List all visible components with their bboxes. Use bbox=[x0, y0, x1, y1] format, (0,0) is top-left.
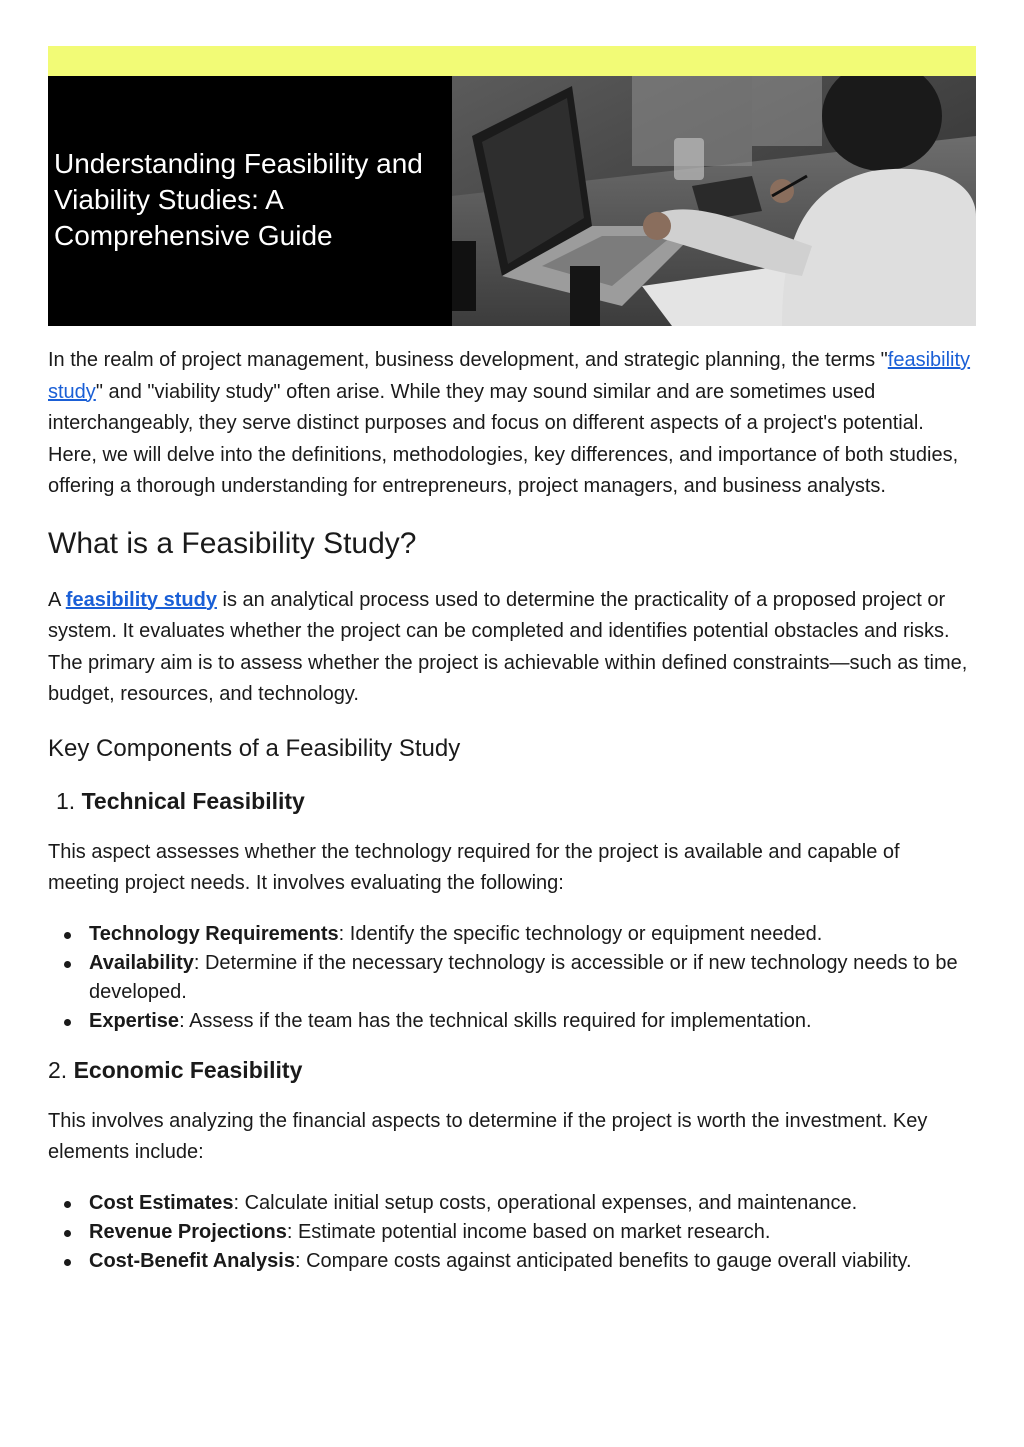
list-item bbox=[89, 1007, 976, 1036]
list-item bbox=[89, 1218, 976, 1247]
page-title: Understanding Feasibility and Viability Studies: A Comprehensive Guide bbox=[54, 148, 423, 251]
technical-feasibility-heading bbox=[48, 785, 976, 817]
definition-text: is an analytical process used to determine the practicality of a proposed project or system. It evaluates whether the project can be completed and identifies potential obstacles and risks. The primary aim is to assess whether the project is achievable within defined constraints—such as time, budget, resources, and technology. bbox=[48, 588, 968, 705]
list-item-text: : Calculate initial setup costs, operational expenses, and maintenance. bbox=[233, 1191, 858, 1214]
technical-paragraph: This aspect assesses whether the technology required for the project is available and capable of meeting project needs. It involves evaluating the following: bbox=[48, 840, 900, 894]
technical-list bbox=[48, 920, 976, 1036]
economic-paragraph: This involves analyzing the financial aspects to determine if the project is worth the investment. Key elements include: bbox=[48, 1109, 928, 1163]
key-components-heading: Key Components of a Feasibility Study bbox=[48, 734, 461, 762]
intro-text-start: In the realm of project management, business development, and strategic planning, the terms " bbox=[48, 349, 888, 371]
intro-paragraph bbox=[48, 345, 976, 503]
list-item bbox=[89, 920, 976, 949]
list-item-text: : Identify the specific technology or equipment needed. bbox=[338, 922, 823, 945]
item-number: 2. bbox=[48, 1056, 68, 1083]
article-body bbox=[48, 345, 976, 1276]
list-item-text: : Assess if the team has the technical skills required for implementation. bbox=[179, 1009, 812, 1032]
item-number: 1. bbox=[56, 787, 76, 814]
hero-title-panel bbox=[48, 76, 452, 326]
list-item-text: : Estimate potential income based on market research. bbox=[286, 1220, 771, 1243]
item-title: Technical Feasibility bbox=[81, 787, 305, 814]
feasibility-study-bold-link[interactable]: feasibility study bbox=[65, 588, 217, 611]
item-title: Economic Feasibility bbox=[73, 1056, 303, 1083]
list-item-term: Revenue Projections bbox=[89, 1220, 287, 1243]
list-item bbox=[89, 1189, 976, 1218]
feasibility-definition-paragraph bbox=[48, 585, 976, 711]
section-heading-feasibility: What is a Feasibility Study? bbox=[48, 526, 417, 560]
list-item bbox=[89, 1247, 976, 1276]
list-item-text: : Determine if the necessary technology is accessible or if new technology needs to be developed. bbox=[89, 951, 958, 1003]
definition-prefix: A bbox=[48, 588, 66, 611]
list-item-term: Availability bbox=[89, 951, 194, 974]
hero-photo bbox=[452, 76, 976, 326]
feasibility-study-link[interactable]: feasibility study bbox=[48, 349, 971, 403]
list-item bbox=[89, 949, 976, 1007]
list-item-term: Cost Estimates bbox=[89, 1191, 234, 1214]
accent-bar bbox=[48, 46, 976, 76]
list-item-term: Technology Requirements bbox=[89, 922, 339, 945]
hero-banner bbox=[48, 76, 976, 326]
list-item-text: : Compare costs against anticipated benefits to gauge overall viability. bbox=[294, 1249, 912, 1272]
list-item-term: Cost-Benefit Analysis bbox=[89, 1249, 295, 1272]
person-at-laptop-photo-icon bbox=[452, 76, 976, 326]
intro-text-end: " and "viability study" often arise. While they may sound similar and are sometimes used interchangeably, they serve distinct purposes and focus on different aspects of a project's potential. Here, we will delve into the definitions, methodologies, key differences, and importance of both studies, offering a thorough understanding for entrepreneurs, project managers, and business analysts. bbox=[48, 380, 959, 497]
list-item-term: Expertise bbox=[89, 1009, 180, 1032]
economic-list bbox=[48, 1189, 976, 1276]
economic-feasibility-heading bbox=[48, 1054, 976, 1086]
